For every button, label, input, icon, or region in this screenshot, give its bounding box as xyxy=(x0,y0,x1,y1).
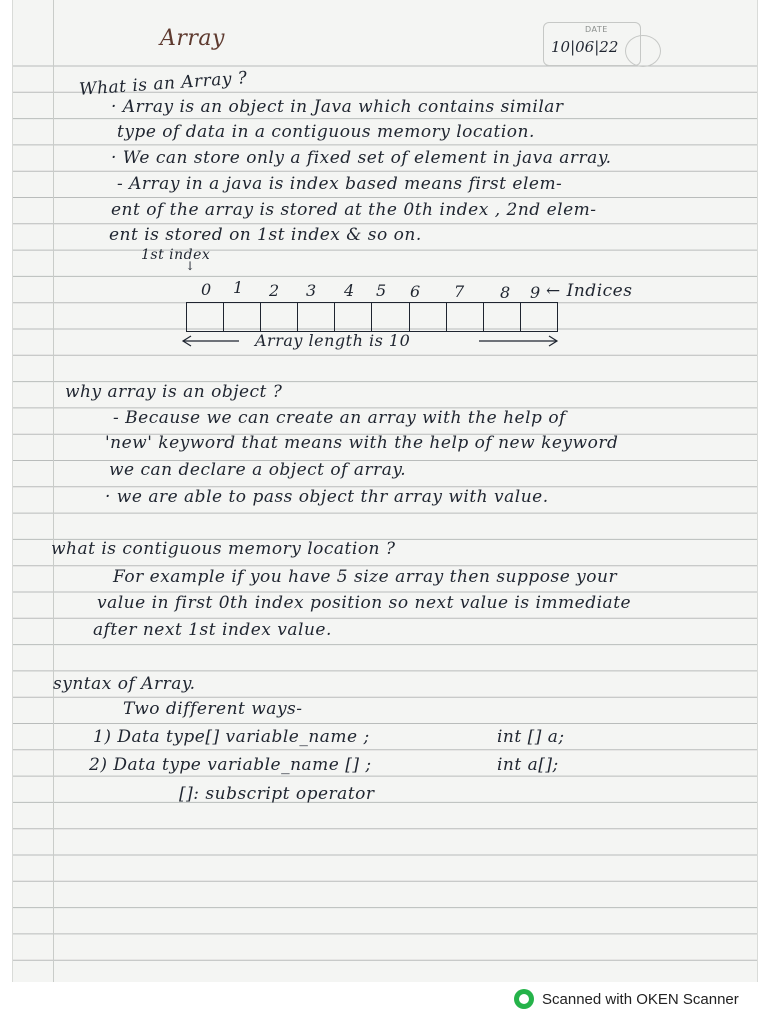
array-cell xyxy=(224,303,261,331)
index-label: 8 xyxy=(500,283,511,302)
array-cells xyxy=(186,302,558,332)
contiguous-line: value in first 0th index position so next value is immediate xyxy=(97,593,632,613)
first-index-label: 1st index xyxy=(141,247,211,263)
why-line: we can declare a object of array. xyxy=(109,460,407,480)
array-cell xyxy=(335,303,372,331)
array-cell xyxy=(187,303,224,331)
what-line: type of data in a contiguous memory location. xyxy=(117,122,535,142)
heading-syntax: syntax of Array. xyxy=(53,674,196,694)
what-line: · We can store only a fixed set of element in java array. xyxy=(111,148,612,168)
date-circle xyxy=(625,35,661,67)
scanner-text: Scanned with OKEN Scanner xyxy=(542,990,739,1008)
array-cell xyxy=(521,303,557,331)
index-label: 3 xyxy=(306,281,317,300)
contiguous-line: For example if you have 5 size array then suppose your xyxy=(113,567,618,587)
date-label: DATE xyxy=(585,25,608,34)
contiguous-line: after next 1st index value. xyxy=(93,620,332,640)
heading-why-object: why array is an object ? xyxy=(65,382,283,402)
array-cell xyxy=(261,303,298,331)
index-label: 7 xyxy=(454,282,465,301)
syntax-way-left: 2) Data type variable_name [] ; xyxy=(89,755,372,775)
syntax-way-left: 1) Data type[] variable_name ; xyxy=(93,727,370,747)
array-cell xyxy=(447,303,484,331)
syntax-subheading: Two different ways- xyxy=(123,699,303,719)
index-label: 0 xyxy=(201,280,212,299)
array-length-label: Array length is 10 xyxy=(255,331,411,350)
why-line: · we are able to pass object thr array with value. xyxy=(105,487,549,507)
heading-what-is-array: What is an Array ? xyxy=(78,68,249,100)
index-label: 1 xyxy=(233,278,244,297)
margin-line xyxy=(53,0,54,982)
page-title: Array xyxy=(160,26,225,51)
why-line: - Because we can create an array with the help of xyxy=(113,408,566,428)
indices-label: ← Indices xyxy=(546,281,633,301)
index-label: 6 xyxy=(410,282,421,301)
syntax-way-right: int [] a; xyxy=(497,727,565,747)
notebook-page xyxy=(12,0,758,982)
heading-contiguous: what is contiguous memory location ? xyxy=(51,539,396,559)
first-index-arrow: ↓ xyxy=(185,259,196,273)
scanner-footer xyxy=(514,989,739,1009)
what-line: ent is stored on 1st index & so on. xyxy=(109,225,422,245)
what-line: ent of the array is stored at the 0th index , 2nd elem- xyxy=(111,200,597,220)
array-cell xyxy=(298,303,335,331)
date-value: 10|06|22 xyxy=(551,38,619,56)
index-label: 9 xyxy=(530,283,541,302)
what-line: - Array in a java is index based means first elem- xyxy=(117,174,563,194)
array-cell xyxy=(410,303,447,331)
index-label: 2 xyxy=(269,281,280,300)
syntax-way-right: int a[]; xyxy=(497,755,559,775)
index-label: 5 xyxy=(376,281,387,300)
why-line: 'new' keyword that means with the help of new keyword xyxy=(105,433,619,453)
index-label: 4 xyxy=(344,281,355,300)
array-cell xyxy=(372,303,409,331)
scanner-logo-icon xyxy=(514,989,534,1009)
what-line: · Array is an object in Java which contains similar xyxy=(111,97,564,117)
subscript-note: []: subscript operator xyxy=(179,784,375,804)
array-cell xyxy=(484,303,521,331)
